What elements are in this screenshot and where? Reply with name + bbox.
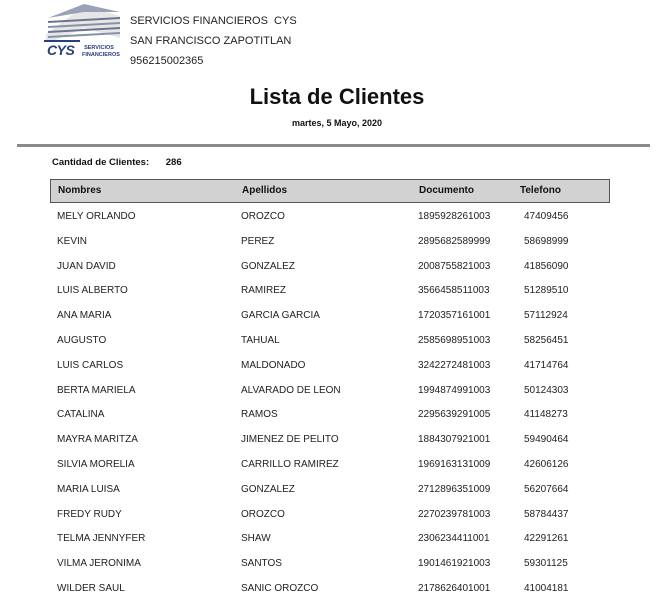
cell-telefono: 59301125 — [524, 558, 568, 570]
header-apellidos: Apellidos — [242, 185, 288, 196]
logo-subtext: SERVICIOS FINANCIEROS — [82, 45, 120, 58]
cell-nombres: LUIS ALBERTO — [57, 285, 128, 297]
cell-apellidos: RAMOS — [241, 409, 278, 421]
cell-nombres: JUAN DAVID — [57, 260, 116, 272]
cell-nombres: TELMA JENNYFER — [57, 533, 146, 545]
cell-apellidos: CARRILLO RAMIREZ — [241, 458, 339, 470]
client-count-label: Cantidad de Clientes: — [52, 157, 150, 168]
table-body — [50, 207, 610, 604]
cell-nombres: BERTA MARIELA — [57, 384, 136, 396]
cell-nombres: CATALINA — [57, 409, 105, 421]
cell-apellidos: ALVARADO DE LEON — [241, 384, 341, 396]
table-row — [50, 356, 610, 381]
table-row — [50, 554, 610, 579]
company-name: SERVICIOS FINANCIEROS CYS — [130, 15, 297, 27]
cell-telefono: 58698999 — [524, 235, 569, 247]
company-info — [130, 11, 297, 71]
cell-telefono: 42606126 — [524, 458, 569, 470]
company-phone: 956215002365 — [130, 55, 204, 67]
client-count-value: 286 — [165, 157, 182, 168]
cell-telefono: 56207664 — [524, 483, 569, 495]
cell-documento: 1720357161001 — [418, 310, 491, 322]
company-logo — [44, 4, 122, 66]
cell-telefono: 41004181 — [524, 582, 569, 594]
cell-nombres: MARIA LUISA — [57, 483, 120, 495]
cell-apellidos: MALDONADO — [241, 359, 306, 371]
cell-telefono: 41714764 — [524, 359, 569, 371]
cell-nombres: ANA MARIA — [57, 310, 112, 322]
cell-telefono: 57112924 — [524, 310, 568, 322]
page-title: Lista de Clientes — [249, 84, 425, 109]
cell-telefono: 41856090 — [524, 260, 569, 272]
cell-telefono: 47409456 — [524, 211, 569, 222]
table-row — [50, 381, 610, 406]
header-telefono: Telefono — [520, 185, 561, 196]
cell-telefono: 41148273 — [524, 409, 568, 421]
table-row — [50, 281, 610, 306]
clients-table — [50, 179, 610, 604]
cell-apellidos: GONZALEZ — [241, 260, 295, 272]
cell-documento: 2178626401001 — [418, 582, 491, 594]
table-row — [50, 257, 610, 282]
cell-documento: 2008755821003 — [418, 260, 491, 272]
cell-apellidos: JIMENEZ DE PELITO — [241, 434, 339, 446]
table-row — [50, 529, 610, 554]
cell-telefono: 50124303 — [524, 384, 569, 396]
cell-apellidos: TAHUAL — [241, 334, 280, 346]
table-row — [50, 505, 610, 530]
cell-apellidos: SHAW — [241, 533, 271, 545]
cell-nombres: AUGUSTO — [57, 334, 107, 346]
header-documento: Documento — [419, 185, 474, 196]
cell-documento: 1895928261003 — [418, 211, 491, 222]
table-header — [50, 179, 610, 203]
cell-documento: 3242272481003 — [418, 359, 491, 371]
cell-nombres: LUIS CARLOS — [57, 359, 124, 371]
table-row — [50, 579, 610, 604]
cell-telefono: 42291261 — [524, 533, 569, 545]
cell-nombres: FREDY RUDY — [57, 508, 122, 520]
cell-documento: 1969163131009 — [418, 458, 491, 470]
cell-apellidos: OROZCO — [241, 508, 285, 520]
header-nombres: Nombres — [58, 185, 102, 196]
table-row — [50, 455, 610, 480]
cell-documento: 2295639291005 — [418, 409, 491, 421]
cell-nombres: WILDER SAUL — [57, 582, 125, 594]
cell-apellidos: GARCIA GARCIA — [241, 310, 320, 322]
cell-apellidos: PEREZ — [241, 235, 275, 247]
table-row — [50, 207, 610, 232]
cell-nombres: KEVIN — [57, 235, 88, 247]
table-row — [50, 405, 610, 430]
cell-nombres: MAYRA MARITZA — [57, 434, 138, 446]
cell-apellidos: OROZCO — [241, 211, 285, 222]
cell-documento: 1884307921001 — [418, 434, 491, 446]
cell-documento: 2585698951003 — [418, 334, 491, 346]
cell-documento: 1901461921003 — [418, 558, 491, 570]
cell-telefono: 58256451 — [524, 334, 569, 346]
table-row — [50, 430, 610, 455]
cell-documento: 3566458511003 — [418, 285, 490, 297]
table-row — [50, 480, 610, 505]
report-header — [44, 4, 644, 70]
company-location: SAN FRANCISCO ZAPOTITLAN — [130, 35, 292, 47]
cell-telefono: 58784437 — [524, 508, 569, 520]
cell-telefono: 51289510 — [524, 285, 569, 297]
cell-apellidos: RAMIREZ — [241, 285, 286, 297]
logo-text: CYS — [47, 42, 75, 58]
table-row — [50, 306, 610, 331]
client-count — [52, 157, 182, 168]
report-date: martes, 5 Mayo, 2020 — [291, 118, 383, 128]
cell-apellidos: GONZALEZ — [241, 483, 295, 495]
cell-documento: 2712896351009 — [418, 483, 491, 495]
cell-nombres: VILMA JERONIMA — [57, 558, 141, 570]
cell-nombres: SILVIA MORELIA — [57, 458, 135, 470]
table-row — [50, 232, 610, 257]
header-divider — [17, 144, 650, 147]
table-row — [50, 331, 610, 356]
cell-nombres: MELY ORLANDO — [57, 211, 136, 222]
cell-documento: 1994874991003 — [418, 384, 491, 396]
cell-apellidos: SANTOS — [241, 558, 282, 570]
cell-documento: 2895682589999 — [418, 235, 491, 247]
cell-apellidos: SANIC OROZCO — [241, 582, 319, 594]
cell-documento: 2270239781003 — [418, 508, 491, 520]
cell-telefono: 59490464 — [524, 434, 569, 446]
cell-documento: 2306234411001 — [418, 533, 490, 545]
